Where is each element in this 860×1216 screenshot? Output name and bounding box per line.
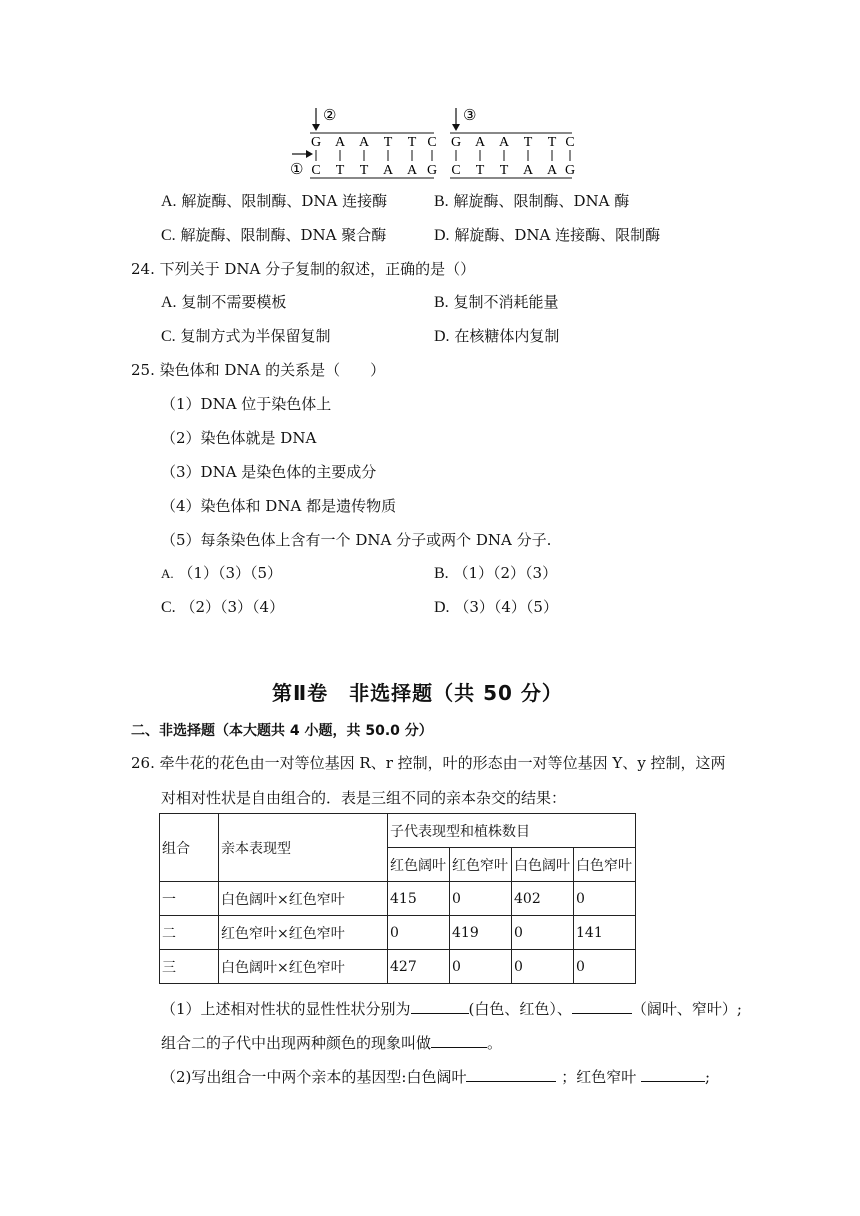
mark-3: ③ — [463, 108, 477, 124]
cell-parent: 白色阔叶×红色窄叶 — [219, 950, 388, 984]
q23-option-d: D. 解旋酶、DNA 连接酶、限制酶 — [434, 226, 661, 244]
part2-subtitle: 二、非选择题（本大题共 4 小题，共 50.0 分） — [131, 723, 433, 739]
table-row — [160, 950, 636, 984]
q25-item-5: （5）每条染色体上含有一个 DNA 分子或两个 DNA 分子. — [161, 531, 552, 549]
bottom-base: A — [522, 163, 534, 178]
bottom-base: G — [564, 163, 576, 178]
cell-value: 0 — [450, 950, 512, 984]
q25-option-c: C. （2）（3）（4） — [161, 598, 285, 616]
q25-option-b: B. （1）（2）（3） — [434, 564, 558, 582]
top-base: C — [565, 135, 575, 150]
bottom-base: T — [359, 163, 369, 178]
cell-value: 427 — [388, 950, 450, 984]
cell-value: 0 — [574, 950, 636, 984]
table-row — [160, 916, 636, 950]
top-base: A — [334, 135, 346, 150]
subheader: 白色窄叶 — [574, 848, 636, 882]
top-base: T — [547, 135, 557, 150]
cell-value: 0 — [388, 916, 450, 950]
q24-option-a: A. 复制不需要模板 — [161, 293, 287, 311]
cell-value: 419 — [450, 916, 512, 950]
q25-item-3: （3）DNA 是染色体的主要成分 — [161, 463, 377, 481]
q25-item-4: （4）染色体和 DNA 都是遗传物质 — [161, 497, 397, 515]
top-base: T — [523, 135, 533, 150]
bottom-base: T — [475, 163, 485, 178]
hydrogen-bonds — [316, 150, 570, 161]
table-row — [160, 882, 636, 916]
cell-value: 402 — [512, 882, 574, 916]
mark-1: ① — [290, 162, 304, 178]
q25-option-a: A. （1）（3）（5） — [161, 564, 283, 582]
cross-results-table — [159, 813, 636, 984]
bottom-strand — [311, 163, 575, 178]
cell-group: 一 — [160, 882, 219, 916]
bottom-base: A — [382, 163, 394, 178]
bottom-base: T — [335, 163, 345, 178]
cell-parent: 红色窄叶×红色窄叶 — [219, 916, 388, 950]
answer-blank[interactable] — [641, 1067, 705, 1082]
bottom-base: C — [311, 163, 321, 178]
top-base: C — [427, 135, 437, 150]
top-base: A — [358, 135, 370, 150]
subheader: 白色阔叶 — [512, 848, 574, 882]
q23-option-b: B. 解旋酶、限制酶、DNA 酶 — [434, 192, 630, 210]
cell-value: 0 — [450, 882, 512, 916]
bottom-base: A — [546, 163, 558, 178]
bottom-base: G — [426, 163, 438, 178]
top-base: A — [498, 135, 510, 150]
subheader: 红色窄叶 — [450, 848, 512, 882]
bottom-base: C — [451, 163, 461, 178]
cell-parent: 白色阔叶×红色窄叶 — [219, 882, 388, 916]
bottom-base: T — [499, 163, 509, 178]
q26-stem-line1: 26. 牵牛花的花色由一对等位基因 R、r 控制，叶的形态由一对等位基因 Y、y 控制，这两 — [131, 754, 726, 772]
top-base: T — [407, 135, 417, 150]
q24-option-b: B. 复制不消耗能量 — [434, 293, 559, 311]
cell-value: 415 — [388, 882, 450, 916]
top-base: T — [383, 135, 393, 150]
cell-value: 141 — [574, 916, 636, 950]
q24-option-d: D. 在核糖体内复制 — [434, 327, 560, 345]
cell-value: 0 — [512, 950, 574, 984]
arrow-1-head — [306, 150, 313, 158]
mark-2: ② — [323, 108, 337, 124]
q23-option-a: A. 解旋酶、限制酶、DNA 连接酶 — [161, 192, 388, 210]
top-base: G — [450, 135, 462, 150]
header-offspring: 子代表现型和植株数目 — [388, 814, 636, 848]
subheader: 红色阔叶 — [388, 848, 450, 882]
answer-blank[interactable] — [466, 1067, 556, 1082]
cell-group: 三 — [160, 950, 219, 984]
cut-arrow-2-head — [312, 124, 320, 131]
header-group: 组合 — [160, 814, 219, 882]
q26-sub1-line2: 组合二的子代中出现两种颜色的现象叫做 。 — [161, 1034, 503, 1052]
dna-restriction-figure — [282, 104, 582, 180]
q23-option-c: C. 解旋酶、限制酶、DNA 聚合酶 — [161, 226, 387, 244]
header-parent: 亲本表现型 — [219, 814, 388, 882]
cell-value: 0 — [512, 916, 574, 950]
q25-item-2: （2）染色体就是 DNA — [161, 429, 317, 447]
q24-stem: 24. 下列关于 DNA 分子复制的叙述，正确的是（） — [131, 260, 476, 278]
top-base: A — [474, 135, 486, 150]
q24-option-c: C. 复制方式为半保留复制 — [161, 327, 331, 345]
part2-title: 第Ⅱ卷 非选择题（共 50 分） — [272, 681, 563, 705]
cell-value: 0 — [574, 882, 636, 916]
top-base: G — [310, 135, 322, 150]
cut-arrow-3-head — [452, 124, 460, 131]
answer-blank[interactable] — [572, 999, 632, 1014]
q26-stem-line2: 对相对性状是自由组合的．表是三组不同的亲本杂交的结果： — [161, 789, 567, 807]
answer-blank[interactable] — [411, 999, 469, 1014]
q26-sub1-line1: （1）上述相对性状的显性性状分别为 (白色、红色）、 （阔叶、窄叶）; — [161, 1000, 742, 1018]
q26-sub2-line: （2)写出组合一中两个亲本的基因型:白色阔叶 ；红色窄叶 ; — [161, 1068, 711, 1086]
bottom-base: A — [406, 163, 418, 178]
answer-blank[interactable] — [431, 1033, 487, 1048]
q25-item-1: （1）DNA 位于染色体上 — [161, 395, 332, 413]
q25-stem: 25. 染色体和 DNA 的关系是（ ） — [131, 361, 386, 379]
q25-option-d: D. （3）（4）（5） — [434, 598, 558, 616]
cell-group: 二 — [160, 916, 219, 950]
top-strand — [311, 135, 575, 150]
